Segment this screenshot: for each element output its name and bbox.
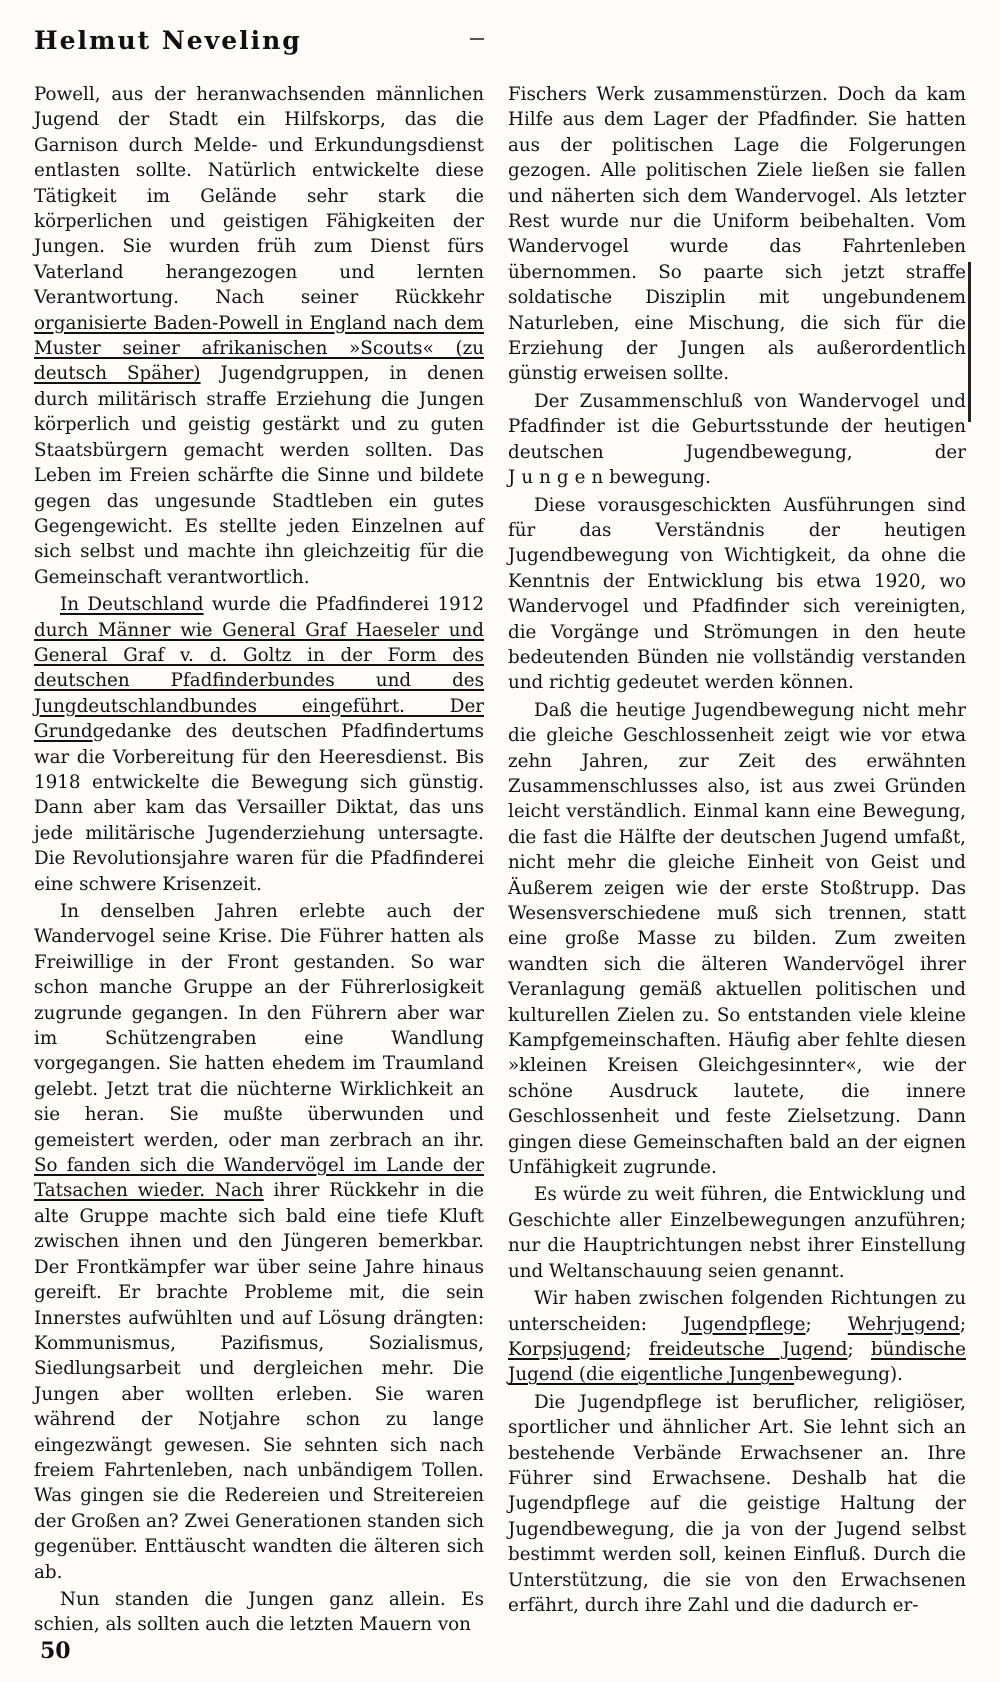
underlined-passage: Korpsjugend (508, 1338, 626, 1360)
underlined-passage: bündische Jugend (die eigentliche Jungen (508, 1338, 966, 1386)
right-paragraph-3: Diese vorausgeschickten Ausführungen sind für das Verständnis der heutigen Jugendbewegung von Wichtigkeit, da ohne die Kenntnis der Entwicklung bis etwa 1920, wo Wandervogel und Pfadfinder sich vereinigten, die Vorgänge und Strömungen in den heute bedeutenden Bünden nie vollständig verstanden und richtig gedeutet werden können. (508, 494, 966, 694)
right-paragraph-1: Fischers Werk zusammenstürzen. Doch da kam Hilfe aus dem Lager der Pfadfinder. Sie hatten aus der politischen Lage die Folgerungen gezogen. Alle politischen Ziele ließen sie fallen und näherten sich dem Wandervogel. Als letzter Rest wurde nur die Uniform beibehalten. Vom Wandervogel wurde das Fahrtenleben übernommen. So paarte sich jetzt straffe soldatische Disziplin mit ungebundenem Naturleben, eine Mischung, die sich für die Erziehung der Jungen als außerordentlich günstig erweisen sollte. (508, 84, 966, 385)
underlined-passage: freideutsche Jugend (648, 1338, 848, 1360)
right-paragraph-2-text: Der Zusammenschluß von Wandervogel und Pfadfinder ist die Geburtsstunde der heutigen deutschen Jugendbewegung, der (508, 390, 966, 463)
underlined-passage: In Deutschland (60, 594, 204, 616)
text-run: Wir haben zwischen folgenden Richtungen zu unterscheiden: (508, 1288, 966, 1335)
right-paragraph-7: Die Jugendpflege ist beruflicher, religiöser, sportlicher und ähnlicher Art. Sie lehnt sich an bestehende Verbände Erwachsener an. Ihre Führer sind Erwachsene. Deshalb hat die Jugendpflege auf die geistige Haltung der Jugendbewegung, die ja von der Jugend selbst bestimmt werden soll, keinen Einfluß. Durch die Unterstützung, die sie von den Erwachsenen erfährt, durch ihre Zahl und die dadurch er- (508, 1391, 966, 1616)
text-run: In denselben Jahren erlebte auch der Wandervogel seine Krise. Die Führer hatten als Freiwillige in der Front gestanden. So war schon manche Gruppe an der Führerlosigkeit zugrunde gegangen. In den Führern aber war im Schützengraben eine Wandlung vorgegangen. Sie hatten ehedem im Traumland gelebt. Jetzt trat die nüchterne Wirklichkeit an sie heran. Sie mußte überwunden und gemeistert werden, oder man zerbrach an ihr. (34, 901, 484, 1151)
text-run: Jugendgruppen, in denen durch militärisch straffe Erziehung die Jungen körperlich und geistig gestärkt und zu guten Staatsbürgern gemacht werden sollten. Das Leben im Freien schärfte die Sinne und bildete gegen das ungesunde Stadtleben ein gutes Gegengewicht. Es stellte jeden Einzelnen auf sich selbst und machte ihn gleichzeitig für die Gemeinschaft verantwortlich. (34, 363, 484, 588)
text-run: ; (959, 1313, 966, 1335)
underlined-passage: Jugendpflege (683, 1313, 806, 1335)
margin-bar-mark (968, 262, 971, 422)
underlined-passage: Wehrjugend (847, 1313, 960, 1335)
text-run: ; (847, 1338, 871, 1360)
right-paragraph-2 (508, 389, 966, 491)
left-paragraph-4: Nun standen die Jungen ganz allein. Es schien, als sollten auch die letzten Mauern von (34, 1588, 484, 1636)
text-run: wurde die Pfadfinderei 1912 (203, 594, 484, 616)
header-rule (470, 38, 484, 40)
text-run: bewegung). (794, 1364, 903, 1386)
running-header: Helmut Neveling (34, 26, 302, 55)
text-run: ; (805, 1313, 848, 1335)
underlined-passage: So fanden sich die Wandervögel im Lande der Tatsachen wieder. Nach (34, 1155, 484, 1202)
left-column (34, 82, 484, 1638)
right-paragraph-2-end: bewegung. (609, 467, 711, 489)
text-run: ; (625, 1338, 649, 1360)
underlined-passage: organisierte Baden-Powell in England nach dem Muster seiner afrikanischen »Scouts« (zu deutsch Späher) (34, 312, 484, 385)
left-paragraph-3 (34, 899, 484, 1585)
right-paragraph-4: Daß die heutige Jugendbewegung nicht mehr die gleiche Geschlossenheit zeigt wie vor etwa zehn Jahren, zur Zeit des erwähnten Zusammenschlusses also, ist aus zwei Gründen leicht verständlich. Einmal kann eine Bewegung, die fast die Hälfte der deutschen Jugend umfaßt, nicht mehr die gleiche Einheit von Geist und Äußerem zeigen wie der erste Stoßtrupp. Das Wesensverschiedene muß sich trennen, statt eine große Masse zu bilden. Zum zweiten wandten sich die älteren Wandervögel ihrer Veranlagung gemäß aktuellen politischen und kulturellen Zielen zu. So entstanden viele kleine Kampfgemeinschaften. Häufig aber fehlte diesen »kleinen Kreisen Gleichgesinnter«, wie der schöne Ausdruck lautete, die innere Geschlossenheit und feste Zielsetzung. Dann gingen diese Gemeinschaften bald an der eignen Unfähigkeit zugrunde. (508, 699, 966, 1179)
text-run: ihrer Rückkehr in die alte Gruppe machte sich bald eine tiefe Kluft zwischen ihnen und den Jüngeren bemerkbar. Der Frontkämpfer war über seine Jahre hinaus gereift. Er brachte Probleme mit, die sein Innerstes aufwühlten und auf Lösung drängten: Kommunismus, Pazifismus, Sozialismus, Siedlungsarbeit und dergleichen mehr. Die Jungen aber wollten erleben. Sie waren während der Notjahre schon zu lange eingezwängt gewesen. Sie sehnten sich nach freiem Fahrtenleben, nach unbändigem Tollen. Was gingen sie die Redereien und Streitereien der Großen an? Zwei Generationen standen sich gegenüber. Enttäuscht wandten die älteren sich ab. (34, 1180, 484, 1583)
underlined-passage: durch Männer wie General Graf Haeseler und General Graf v. d. Goltz in der Form des deutschen Pfadfinderbundes und des Jungdeutschlandbundes eingeführt. Der Grund (34, 619, 484, 743)
page-number: 50 (40, 1638, 71, 1664)
right-paragraph-6 (508, 1286, 966, 1388)
spaced-word: Jungen (508, 467, 610, 489)
text-run: Powell, aus der heranwachsenden männlichen Jugend der Stadt ein Hilfskorps, das die Garnison durch Melde- und Erkundungsdienst entlasten sollte. Natürlich entwickelte diese Tätigkeit im Gelände sehr stark die körperlichen und geistigen Fähigkeiten der Jungen. Sie wurden früh zum Dienst fürs Vaterland herangezogen und lernten Verantwortung. Nach seiner Rückkehr (34, 84, 484, 309)
right-column (508, 82, 966, 1618)
right-paragraph-5: Es würde zu weit führen, die Entwicklung und Geschichte aller Einzelbewegungen anzuführen; nur die Hauptrichtungen nebst ihrer Einstellung und Weltanschauung seien genannt. (508, 1184, 966, 1282)
left-paragraph-1 (34, 82, 484, 590)
left-paragraph-2 (34, 592, 484, 897)
text-run: gedanke des deutschen Pfadfindertums war die Vorbereitung für den Heeresdienst. Bis 1918 entwickelte die Bewegung sich günstig. Dann aber kam das Versailler Diktat, das uns jede militärische Jugenderziehung untersagte. Die Revolutionsjahre waren für die Pfadfinderei eine schwere Krisenzeit. (34, 721, 484, 895)
